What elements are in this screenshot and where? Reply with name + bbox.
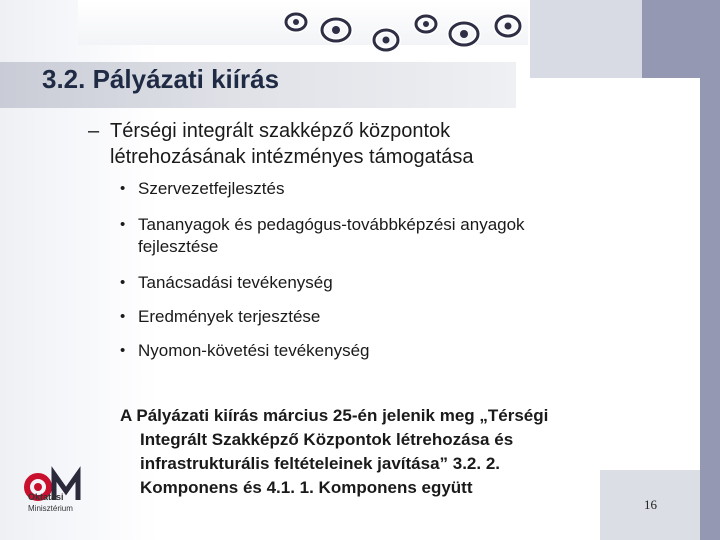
right-strip: [700, 78, 720, 540]
logo-text-line1: Oktatási: [28, 492, 64, 502]
bullet-text-cont: fejlesztése: [138, 237, 219, 256]
bullet-text: Nyomon-követési tevékenység: [138, 341, 370, 360]
bullet-dot: •: [120, 216, 126, 233]
bullet-text: Szervezetfejlesztés: [138, 179, 285, 198]
list-item: [120, 306, 620, 328]
bullet-text: Eredmények terjesztése: [138, 307, 321, 326]
bullet-dot: •: [120, 274, 126, 291]
corner-box-dark: [642, 0, 720, 78]
list-item: [120, 214, 620, 258]
level1-text-line1: Térségi integrált szakképző központok: [110, 120, 451, 142]
list-item: [120, 178, 620, 200]
list-item: [120, 340, 620, 362]
list-item: [120, 272, 620, 294]
logo-text-line2: Minisztérium: [28, 504, 73, 513]
announcement-note: [120, 404, 640, 500]
dash-marker: –: [88, 120, 100, 142]
corner-box-light: [530, 0, 642, 78]
page-number: 16: [644, 497, 657, 512]
note-line2: Integrált Szakképző Központok létrehozása és: [140, 430, 514, 449]
bullet-text: Tanácsadási tevékenység: [138, 273, 333, 292]
bullet-dot: •: [120, 308, 126, 325]
level1-item: [88, 118, 608, 170]
note-line1: A Pályázati kiírás március 25-én jelenik meg „Térségi: [120, 406, 549, 425]
note-line4: Komponens és 4.1. 1. Komponens együtt: [140, 478, 473, 497]
bullet-text: Tananyagok és pedagógus-továbbképzési anyagok: [138, 215, 525, 234]
level1-text-line2: létrehozásának intézményes támogatása: [110, 146, 474, 168]
bullet-dot: •: [120, 342, 126, 359]
bullet-dot: •: [120, 180, 126, 197]
slide-title: 3.2. Pályázati kiírás: [42, 64, 280, 94]
note-line3: infrastrukturális feltételeinek javítása” 3.2. 2.: [140, 454, 500, 473]
decorative-circles-icon: [276, 4, 536, 56]
